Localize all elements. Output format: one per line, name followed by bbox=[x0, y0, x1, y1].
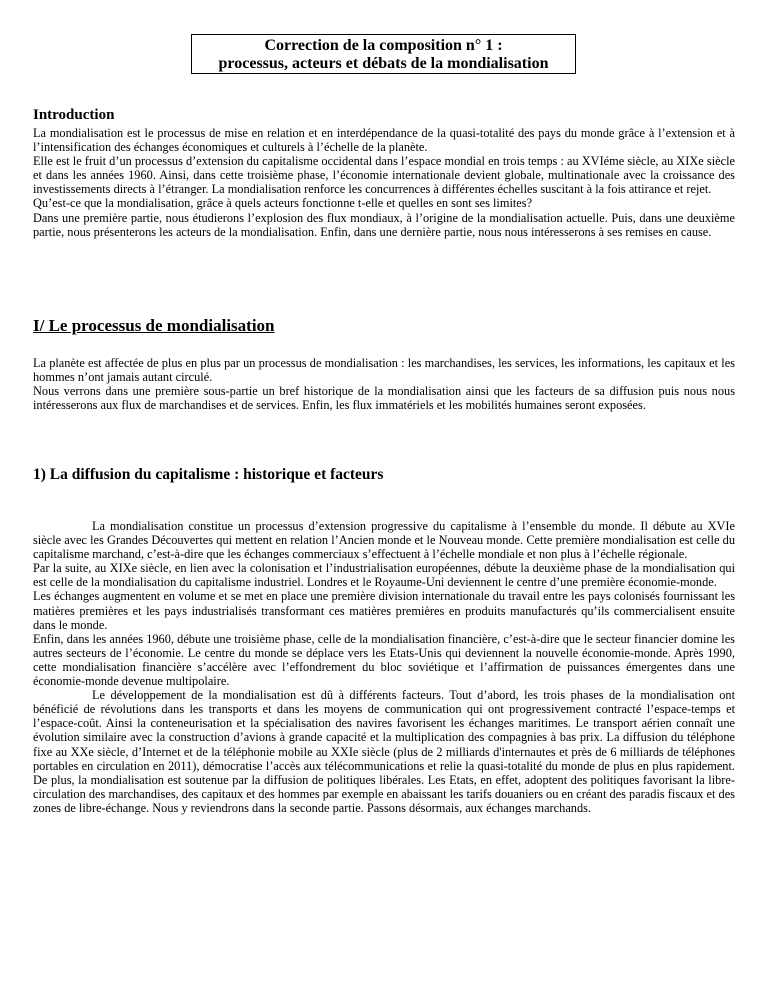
document-title-box bbox=[191, 34, 576, 74]
intro-paragraph: Dans une première partie, nous étudierons l’explosion des flux mondiaux, à l’origine de la mondialisation actuelle. Puis, dans une deuxième partie, nous présenterons les acteurs de la mondialisation. Enfin, dans une dernière partie, nous nous intéresserons à ses remises en cause. bbox=[33, 210, 735, 239]
introduction-body bbox=[33, 126, 735, 239]
intro-paragraph: Qu’est-ce que la mondialisation, grâce à quels acteurs fonctionne t-elle et quelles en sont ses limites? bbox=[33, 196, 533, 211]
title-line-2: processus, acteurs et débats de la mondialisation bbox=[218, 55, 549, 72]
intro-paragraph: La mondialisation est le processus de mise en relation et en interdépendance de la quasi-totalité des pays du monde grâce à l’extension et à l’intensification des échanges économiques et culturels à l’échelle de la planète. bbox=[33, 126, 735, 155]
section-1-paragraph: Enfin, dans les années 1960, débute une troisième phase, celle de la mondialisation financière, c’est-à-dire que le secteur financier domine les autres secteurs de l’économie. Le centre du monde se déplace vers les Etats-Unis qui deviennent la nouvelle économie-monde. Après 1990, cette mondialisation financière s’accélère avec l’effondrement du bloc soviétique et l’affirmation de puissances émergentes dans une économie-monde devenue multipolaire. bbox=[33, 631, 735, 689]
part-1-paragraph: La planète est affectée de plus en plus par un processus de mondialisation : les marchandises, les services, les informations, les capitaux et les hommes n’ont jamais autant circulé. bbox=[33, 356, 735, 385]
part-1-heading: I/ Le processus de mondialisation bbox=[33, 316, 275, 335]
section-1-paragraph: La mondialisation constitue un processus d’extension progressive du capitalisme à l’ensemble du monde. Il débute au XVIe siècle avec les Grandes Découvertes qui mettent en relation l’Ancien monde et le Nouveau monde. Cette première mondialisation est celle du capitalisme marchand, c’est-à-dire que les échanges commerciaux s’effectuent à l’échelle mondiale et non plus à l’échelle régionale. bbox=[33, 519, 735, 562]
part-1-body bbox=[33, 356, 735, 412]
introduction-heading: Introduction bbox=[33, 107, 115, 123]
title-line-1: Correction de la composition n° 1 : bbox=[264, 37, 503, 54]
section-1-body bbox=[33, 519, 735, 815]
part-1-paragraph: Nous verrons dans une première sous-partie un bref historique de la mondialisation ainsi que les facteurs de sa diffusion puis nous nous intéresserons aux flux de marchandises et de services. Enfin, les flux immatériels et les mobilités humaines seront exposées. bbox=[33, 384, 735, 413]
section-1-paragraph: Par la suite, au XIXe siècle, en lien avec la colonisation et l’industrialisation européennes, débute la deuxième phase de la mondialisation qui est celle de la mondialisation du capitalisme industriel. Londres et le Royaume-Uni deviennent le centre d’une première économie-monde. bbox=[33, 561, 735, 590]
intro-paragraph: Elle est le fruit d’un processus d’extension du capitalisme occidental dans l’espace mondial en trois temps : au XVIéme siècle, au XIXe siècle et dans les années 1960. Ainsi, dans cette troisième phase, l’économie internationale devient globale, multinationale avec la croissance des investissements directs à l’étranger. La mondialisation renforce les concurrences à différentes échelles suscitant à la fois attirance et rejet. bbox=[33, 154, 735, 197]
section-1-heading: 1) La diffusion du capitalisme : historique et facteurs bbox=[33, 466, 384, 483]
section-1-paragraph: Les échanges augmentent en volume et se met en place une première division internationale du travail entre les pays colonisés fournissant les matières premières et les pays industrialisés transformant ces matières premières en produits manufacturés qu’ils commercialisent ensuite dans le monde. bbox=[33, 589, 735, 632]
section-1-paragraph: Le développement de la mondialisation est dû à différents facteurs. Tout d’abord, les trois phases de la mondialisation ont bénéficié de révolutions dans les transports et dans les moyens de communication qui ont progressivement contracté l’espace-temps et l’espace-coût. Ainsi la conteneurisation et la spécialisation des navires favorisent les échanges maritimes. Le transport aérien connaît une évolution similaire avec la construction d’avions à grande capacité et la multiplication des compagnies à bas prix. La diffusion du téléphone fixe au XXe siècle, d’Internet et de la téléphonie mobile au XXIe siècle (plus de 2 milliards d'internautes et près de 6 milliards de téléphones portables en circulation en 2011), démocratise l’accès aux télécommunications et relie la quasi-totalité du monde de plus en plus rapidement. De plus, la mondialisation est soutenue par la diffusion de politiques libérales. Les Etats, en effet, adoptent des politiques favorisant la libre-circulation des marchandises, des capitaux et des hommes par exemple en abaissant les tarifs douaniers ou en créant des paradis fiscaux et des zones de libre-échange. Nous y reviendrons dans la seconde partie. Passons désormais, aux échanges marchands. bbox=[33, 688, 735, 815]
